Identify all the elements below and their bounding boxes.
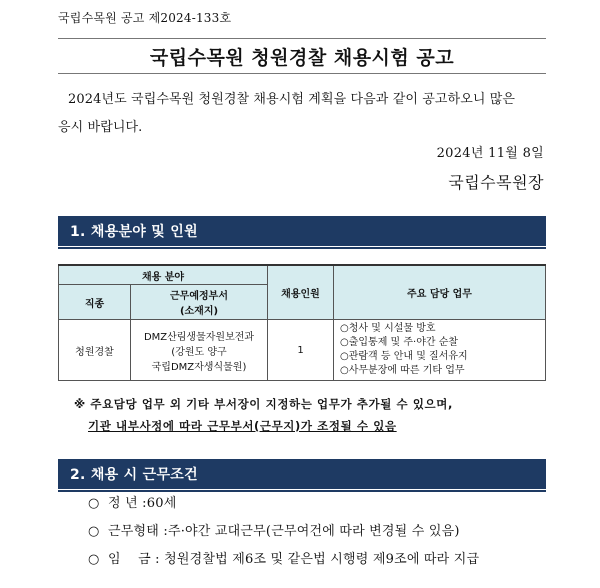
dept-line: DMZ산림생물자원보전과 [143,331,255,343]
bullet-circle-icon: ○ [88,552,100,567]
remark-line-2: 기관 내부사정에 따라 근무부서(근무지)가 조정될 수 있음 [88,419,397,433]
condition-value: 주·야간 교대근무(근무여건에 따라 변경될 수 있음) [167,524,460,539]
table-row [59,320,546,381]
header-position: 직종 [59,285,131,320]
duty-item: ○출입통제 및 주·야간 순찰 [340,337,459,348]
intro-line-1: 2024년도 국립수목원 청원경찰 채용시험 계획을 다음과 같이 공고하오니 많은 [68,92,516,107]
header-dept-line: (소재지) [179,306,219,317]
header-count: 채용인원 [268,265,334,320]
header-field: 채용 분야 [59,265,268,285]
cell-duties [334,320,546,381]
duty-item: ○사무분장에 따른 기타 업무 [340,365,465,376]
list-item [88,518,558,546]
page-title: 국립수목원 청원경찰 채용시험 공고 [58,38,546,74]
header-dept-line: 근무예정부서 [170,291,228,302]
bullet-circle-icon: ○ [88,496,100,511]
header-dept [131,285,268,320]
remark-note [74,393,546,437]
list-item [88,490,558,518]
dept-line: (강원도 양구 [171,346,227,358]
bullet-circle-icon: ○ [88,524,100,539]
cell-dept [131,320,268,381]
condition-value: 60세 [146,496,177,511]
duty-item: ○청사 및 시설물 방호 [340,323,436,334]
condition-value: 청원경찰법 제6조 및 같은법 시행령 제9조에 따라 지급 [164,552,480,567]
condition-label: 정 년 : [108,496,147,511]
recruitment-table [58,264,546,381]
duty-item: ○관람객 등 안내 및 질서유지 [340,351,468,362]
notice-number: 국립수목원 공고 제2024-133호 [58,11,232,25]
signer: 국립수목원장 [448,173,544,192]
section-heading-recruitment: 1. 채용분야 및 인원 [58,216,546,246]
cell-position: 청원경찰 [59,320,131,381]
intro-line-2: 응시 바랍니다. [58,120,143,135]
cell-count: 1 [268,320,334,381]
list-item [88,546,558,574]
conditions-list [88,490,558,574]
section-heading-conditions: 2. 채용 시 근무조건 [58,459,546,489]
notice-date: 2024년 11월 8일 [436,146,544,161]
condition-label: 근무형태 : [108,524,168,539]
condition-label: 임 금 : [108,552,165,567]
intro-paragraph [58,86,548,142]
table-header-row [59,265,546,285]
header-duties: 주요 담당 업무 [334,265,546,320]
dept-line: 국립DMZ자생식물원) [151,361,247,373]
remark-line-1: ※ 주요담당 업무 외 기타 부서장이 지정하는 업무가 추가될 수 있으며, [74,397,453,411]
